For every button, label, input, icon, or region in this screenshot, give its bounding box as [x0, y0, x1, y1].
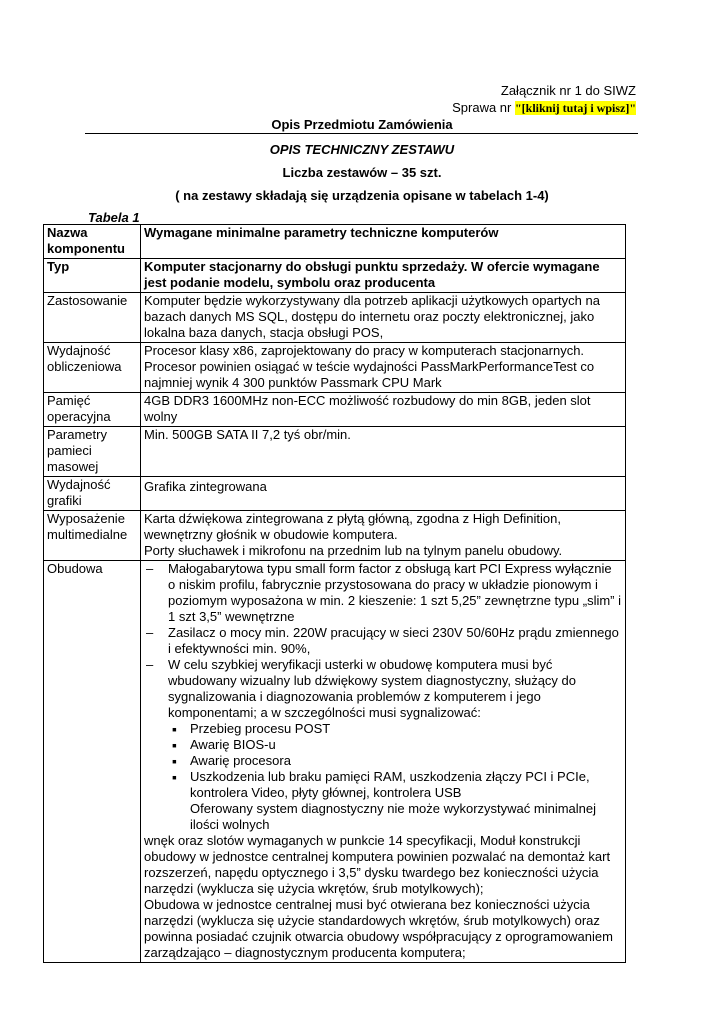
multimedia-line2: Porty słuchawek i mikrofonu na przednim lub na tylnym panelu obudowy.	[144, 543, 563, 558]
row-value	[141, 511, 626, 561]
table-row	[44, 393, 626, 427]
row-value: Komputer stacjonarny do obsługi punktu sprzedaży. W ofercie wymagane jest podanie modelu, symbolu oraz producenta	[141, 259, 626, 293]
list-item: ▪ Awarię BIOS-u	[190, 737, 622, 753]
col2-header: Wymagane minimalne parametry techniczne komputerów	[141, 225, 626, 259]
row-name: Parametry pamieci masowej	[44, 427, 141, 477]
list-item-note: Oferowany system diagnostyczny nie może wykorzystywać minimalnej ilości wolnych	[190, 801, 597, 832]
list-item: ▪ Przebieg procesu POST	[190, 721, 622, 737]
multimedia-line1: Karta dźwiękowa zintegrowana z płytą główną, zgodna z High Definition, wewnętrzny głośnik w obudowie komputera.	[144, 511, 561, 542]
table-row	[44, 427, 626, 477]
case-number-field[interactable]: "[kliknij tutaj i wpisz]"	[514, 101, 636, 115]
case-paragraph: Obudowa w jednostce centralnej musi być otwierana bez konieczności użycia narzędzi (wyklucza się użycie standardowych wkrętów, śrub motylkowych) oraz powinna posiadać czujnik otwarcia obudowy współpracujący z oprogramowaniem zarządzająco – diagnostycznym producenta komputera;	[144, 897, 613, 960]
case-paragraph: wnęk oraz slotów wymaganych w punkcie 14 specyfikacji, Moduł konstrukcji obudowy w jednostce centralnej komputera powinien pozwalać na demontaż kart rozszerzeń, napędu optycznego i 3,5” dysku twardego bez konieczności użycia narzędzi (wyklucza się użycia wkrętów, śrub motylkowych);	[144, 833, 611, 896]
spec-table	[43, 224, 626, 963]
case-requirements-list	[144, 561, 622, 833]
row-value: Procesor klasy x86, zaprojektowany do pracy w komputerach stacjonarnych. Procesor powinien osiągać w teście wydajności PassMarkPerformanceTest co najmniej wynik 4 300 punktów Passmark CPU Mark	[141, 343, 626, 393]
row-name: Pamięć operacyjna	[44, 393, 141, 427]
set-note: ( na zestawy składają się urządzenia opisane w tabelach 1-4)	[175, 188, 549, 203]
table-label: Tabela 1	[88, 210, 140, 225]
set-count: Liczba zestawów – 35 szt.	[282, 165, 442, 180]
row-value: 4GB DDR3 1600MHz non-ECC możliwość rozbudowy do min 8GB, jeden slot wolny	[141, 393, 626, 427]
col1-header: Nazwa komponentu	[44, 225, 141, 259]
list-item	[190, 769, 622, 833]
table-row	[44, 561, 626, 963]
table-row	[44, 259, 626, 293]
row-name: Wydajność grafiki	[44, 477, 141, 511]
document-title: Opis Przedmiotu Zamówienia	[271, 117, 453, 132]
diagnostic-signals-list	[168, 721, 622, 833]
list-item-text: W celu szybkiej weryfikacji usterki w obudowę komputera musi być wbudowany wizualny lub dźwiękowy system diagnostyczny, służący do sygnalizowania i diagnozowania problemów z komputerem i jego komponentami; a w szczególności musi sygnalizować:	[168, 657, 577, 720]
table-row	[44, 477, 626, 511]
title-divider	[85, 133, 638, 134]
row-value	[141, 561, 626, 963]
list-item: – Zasilacz o mocy min. 220W pracujący w sieci 230V 50/60Hz prądu zmiennego i efektywności min. 90%,	[168, 625, 622, 657]
row-value: Min. 500GB SATA II 7,2 tyś obr/min.	[141, 427, 626, 477]
list-item: ▪ Awarię procesora	[190, 753, 622, 769]
case-number-line	[452, 100, 636, 116]
table-row	[44, 293, 626, 343]
table-row	[44, 343, 626, 393]
row-name: Obudowa	[44, 561, 141, 963]
row-name: Typ	[44, 259, 141, 293]
row-name: Wyposażenie multimedialne	[44, 511, 141, 561]
table-header-row	[44, 225, 626, 259]
case-prefix: Sprawa nr	[452, 100, 515, 115]
row-value: Grafika zintegrowana	[141, 477, 626, 511]
row-value: Komputer będzie wykorzystywany dla potrzeb aplikacji użytkowych opartych na bazach danych MS SQL, dostępu do internetu oraz poczty elektronicznej, jako lokalna baza danych, stacja obsługi POS,	[141, 293, 626, 343]
row-name: Zastosowanie	[44, 293, 141, 343]
list-item	[168, 657, 622, 833]
section-subtitle: OPIS TECHNICZNY ZESTAWU	[269, 142, 455, 157]
row-name: Wydajność obliczeniowa	[44, 343, 141, 393]
list-item-text: Uszkodzenia lub braku pamięci RAM, uszkodzenia złączy PCI i PCIe, kontrolera Video, płyty głównej, kontrolera USB	[190, 769, 590, 800]
annex-label: Załącznik nr 1 do SIWZ	[500, 83, 636, 98]
table-row	[44, 511, 626, 561]
list-item: – Małogabarytowa typu small form factor z obsługą kart PCI Express wyłącznie o niskim profilu, fabrycznie przystosowana do pracy w układzie pionowym i poziomym wyposażona w min. 2 kieszenie: 1 szt 5,25” zewnętrzne typu „slim” i 1 szt 3,5” wewnętrzne	[168, 561, 622, 625]
